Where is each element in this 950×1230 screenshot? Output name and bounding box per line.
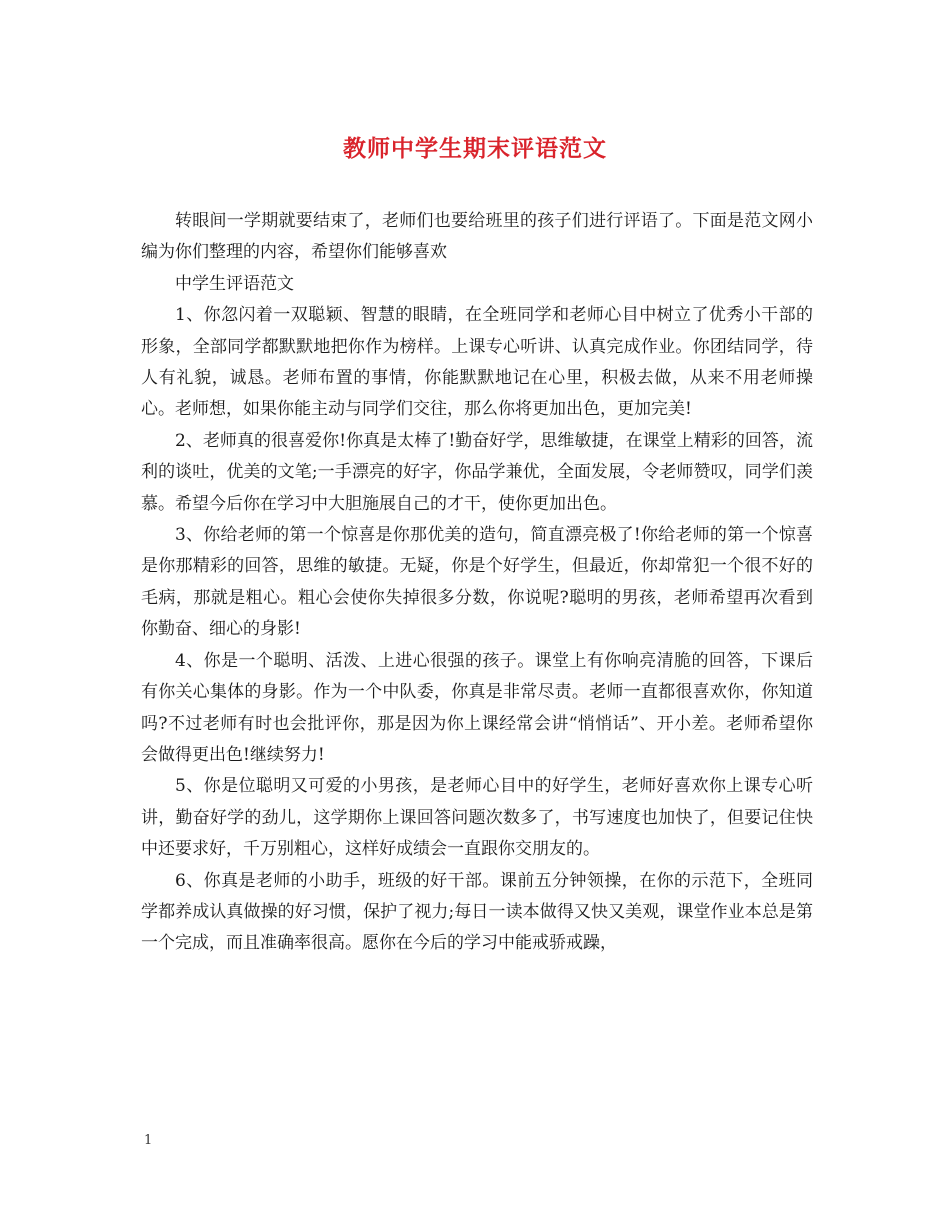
comment-paragraph-1: 1、你忽闪着一双聪颖、智慧的眼睛，在全班同学和老师心目中树立了优秀小干部的形象，全部同学都默默地把你作为榜样。上课专心听讲、认真完成作业。你团结同学，待人有礼貌，诚恳。老师布置的事情，你能默默地记在心里，积极去做，从来不用老师操心。老师想，如果你能主动与同学们交往，那么你将更加出色，更加完美! [141, 305, 813, 420]
comment-paragraph-6: 6、你真是老师的小助手，班级的好干部。课前五分钟领操，在你的示范下，全班同学都养成认真做操的好习惯，保护了视力;每日一读本做得又快又美观，课堂作业本总是第一个完成，而且准确率很高。愿你在今后的学习中能戒骄戒躁， [141, 870, 813, 954]
intro-paragraph: 转眼间一学期就要结束了，老师们也要给班里的孩子们进行评语了。下面是范文网小编为你们整理的内容，希望你们能够喜欢 [141, 211, 813, 263]
section-heading: 中学生评语范文 [175, 273, 294, 294]
document-title: 教师中学生期末评语范文 [343, 135, 607, 162]
comment-paragraph-5: 5、你是位聪明又可爱的小男孩，是老师心目中的好学生，老师好喜欢你上课专心听讲，勤奋好学的劲儿，这学期你上课回答问题次数多了，书写速度也加快了，但要记住快中还要求好，千万别粗心，这样好成绩会一直跟你交朋友的。 [141, 776, 813, 860]
comment-paragraph-4: 4、你是一个聪明、活泼、上进心很强的孩子。课堂上有你响亮清脆的回答，下课后有你关心集体的身影。作为一个中队委，你真是非常尽责。老师一直都很喜欢你，你知道吗?不过老师有时也会批评你，那是因为你上课经常会讲“悄悄话”、开小差。老师希望你会做得更出色!继续努力! [141, 650, 813, 765]
comment-paragraph-3: 3、你给老师的第一个惊喜是你那优美的造句，简直漂亮极了!你给老师的第一个惊喜是你那精彩的回答，思维的敏捷。无疑，你是个好学生，但最近，你却常犯一个很不好的毛病，那就是粗心。粗心会使你失掉很多分数，你说呢?聪明的男孩，老师希望再次看到你勤奋、细心的身影! [141, 525, 813, 640]
comment-paragraph-2: 2、老师真的很喜爱你!你真是太棒了!勤奋好学，思维敏捷，在课堂上精彩的回答，流利的谈吐，优美的文笔;一手漂亮的好字，你品学兼优，全面发展，令老师赞叹，同学们羡慕。希望今后你在学习中大胆施展自己的才干，使你更加出色。 [141, 430, 813, 514]
page-number: 1 [144, 1133, 153, 1148]
document-body [141, 206, 813, 960]
